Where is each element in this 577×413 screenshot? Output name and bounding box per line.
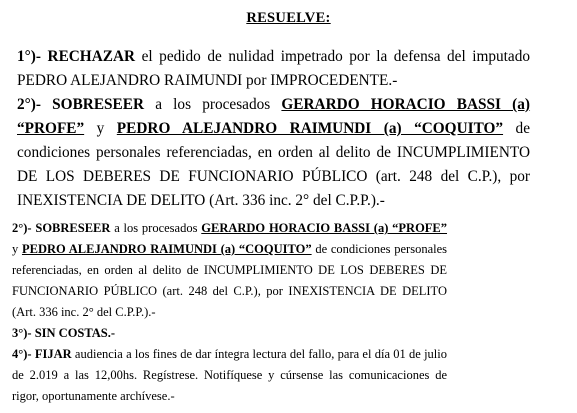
amended-item-2-name-raimundi: PEDRO ALEJANDRO RAIMUNDI (a) “COQUITO”	[21, 242, 312, 256]
amended-item-4	[12, 344, 447, 407]
amended-item-2-text-a: a los procesados	[114, 221, 198, 235]
item-2-text-b: y	[96, 120, 105, 137]
item-2-text-c: de condiciones personales referenciadas, en orden al delito de INCUMPLIMIENTO DE LOS DEBERES DE FUNCIONARIO PÚBLICO (art. 248 del C.P.), por INEXISTENCIA DE DELITO (Art. 336 inc. 2° del C.P.P.).-	[17, 120, 530, 209]
item-2-name-bassi: GERARDO HORACIO BASSI (a) “PROFE”	[17, 96, 531, 137]
item-2-text-a: a los procesados	[155, 96, 271, 113]
resolution-item-1	[17, 45, 530, 93]
item-2-name-raimundi: PEDRO ALEJANDRO RAIMUNDI (a) “COQUITO”	[116, 120, 504, 137]
amended-item-4-number: 4°)-	[12, 347, 32, 361]
item-1-verb: RECHAZAR	[47, 48, 136, 65]
item-2-verb: SOBRESEER	[52, 96, 144, 113]
amended-resolution-block	[12, 218, 447, 407]
amended-item-3-verb: SIN COSTAS.-	[34, 326, 116, 340]
amended-item-2-text-b: y	[12, 242, 19, 256]
amended-item-2-number: 2°)-	[12, 221, 32, 235]
amended-item-2-name-bassi: GERARDO HORACIO BASSI (a) “PROFE”	[201, 221, 448, 235]
resolution-heading: RESUELVE:	[246, 10, 331, 26]
amended-item-2	[12, 218, 447, 323]
item-1-text: el pedido de nulidad impetrado por la defensa del imputado PEDRO ALEJANDRO RAIMUNDI por IMPROCEDENTE.-	[17, 48, 531, 89]
amended-item-4-verb: FIJAR	[34, 347, 72, 361]
amended-item-2-verb: SOBRESEER	[35, 221, 111, 235]
original-resolution-block	[17, 45, 530, 213]
amended-item-2-text-c: de condiciones personales referenciadas, en orden al delito de INCUMPLIMIENTO DE LOS DEBERES DE FUNCIONARIO PÚBLICO (art. 248 del C.P.), por INEXISTENCIA DE DELITO (Art. 336 inc. 2° del C.P.P.).-	[12, 242, 448, 319]
resolution-item-2	[17, 93, 530, 213]
item-2-number: 2°)-	[17, 96, 41, 113]
item-1-number: 1°)-	[17, 48, 41, 65]
amended-item-3-number: 3°)-	[12, 326, 32, 340]
amended-item-4-text: audiencia a los fines de dar íntegra lectura del fallo, para el día 01 de julio de 2.019 a las 12,00hs. Regístrese. Notifíquese y cúrsense las comunicaciones de rigor, oportunamente archívese.-	[12, 347, 448, 403]
amended-item-3	[12, 323, 447, 344]
